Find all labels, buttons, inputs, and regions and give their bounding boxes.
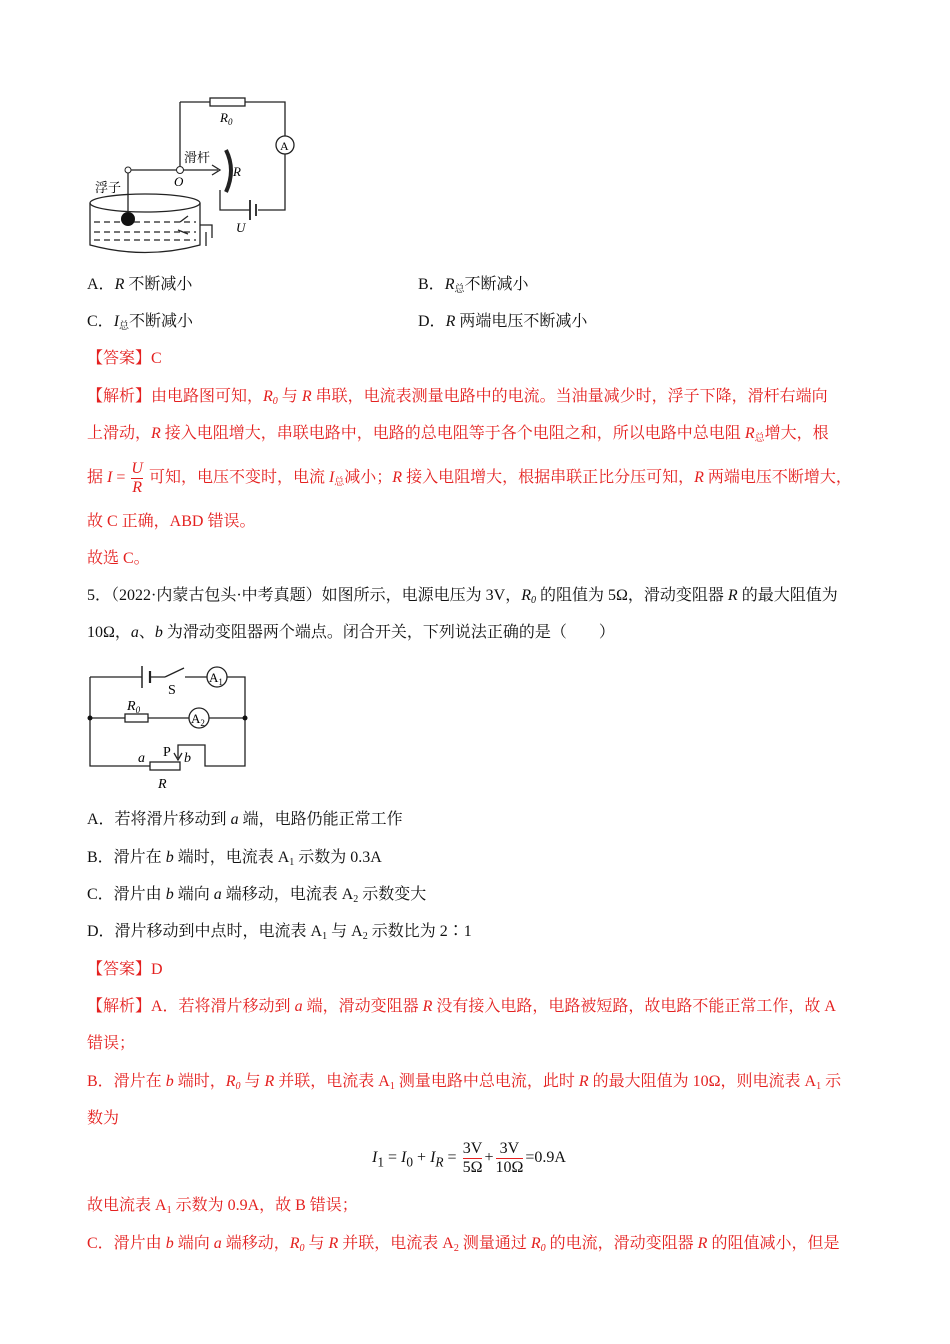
switch-label: S (168, 683, 176, 698)
current-formula (372, 1140, 566, 1177)
math-symbol: R (444, 276, 455, 293)
subscript: 0 (299, 1243, 305, 1254)
text-run: 数为 (87, 1110, 120, 1127)
math-symbol: I (401, 1149, 407, 1167)
parallel-circuit-diagram (85, 655, 255, 795)
text-run: 【答案】D (87, 961, 163, 978)
math-symbol: R (225, 1073, 236, 1090)
r0-label: $R_0$ (127, 699, 141, 715)
text-run: D． (418, 313, 446, 330)
text-run: = (443, 1149, 461, 1167)
math-symbol: I (430, 1149, 436, 1167)
math-symbol: b (165, 1235, 174, 1252)
denominator: R (132, 479, 143, 496)
text-run: + (484, 1149, 494, 1167)
math-symbol: a (213, 886, 222, 903)
denominator: 10Ω (495, 1159, 524, 1176)
text-run: 10Ω， (87, 624, 131, 641)
subscript: 0 (540, 1243, 546, 1254)
voltage-label: U (236, 220, 246, 235)
float-label: 浮子 (95, 180, 122, 195)
end-b-label: b (184, 751, 191, 766)
math-symbol: R (422, 998, 433, 1015)
text-run: 接入电阻增大，串联电路中，电路的总电阻等于各个电阻之和，所以电路中总电阻 (160, 425, 745, 442)
text-run: 据 (87, 469, 108, 487)
subscript: 1 (289, 857, 295, 868)
rheostat-label: R (158, 777, 167, 792)
math-symbol: b (165, 886, 174, 903)
text-run: 端，电路仍能正常工作 (238, 811, 403, 828)
text-run: 端向 (173, 1235, 214, 1252)
text-run: B．滑片在 (87, 1073, 166, 1090)
subscript: 2 (362, 931, 368, 942)
math-symbol: I (107, 469, 113, 487)
math-symbol: R (114, 276, 125, 293)
slider-label: 滑杆 (184, 150, 211, 165)
analysis-line (87, 1034, 135, 1054)
math-symbol: b (154, 624, 163, 641)
text-run: 端移动，电流表 A (221, 886, 354, 903)
option-d[interactable] (418, 312, 587, 332)
analysis-line (87, 1109, 119, 1129)
analysis-line (87, 460, 852, 497)
text-run: B．滑片在 (87, 849, 166, 866)
subscript: 0 (531, 595, 536, 606)
text-run: 示数为 0.3A (294, 849, 382, 866)
option-a[interactable] (87, 810, 403, 830)
text-run: 【解析】由电路图可知， (87, 388, 264, 405)
answer (87, 349, 162, 369)
text-run: 不断减小 (124, 276, 193, 293)
math-symbol: R (694, 469, 704, 487)
math-symbol: R (521, 587, 531, 604)
option-b[interactable] (418, 275, 528, 295)
subscript: 总 (334, 477, 345, 489)
math-symbol: R (445, 313, 456, 330)
subscript: 1 (322, 931, 328, 942)
subscript: 0 (272, 396, 278, 407)
text-run: 与 (304, 1235, 329, 1252)
analysis-line (87, 1196, 358, 1216)
text-run: 的阻值减小，但是 (707, 1235, 840, 1252)
option-b[interactable] (87, 848, 382, 868)
text-run: 示 (821, 1073, 842, 1090)
text-run: 端时，电流表 A (173, 849, 290, 866)
text-run: 并联，电流表 A (338, 1235, 454, 1252)
text-run: 端移动， (221, 1235, 290, 1252)
text-run: 接入电阻增大，根据串联正比分压可知， (402, 469, 695, 487)
subscript: R (435, 1154, 444, 1170)
text-run: 的阻值为 5Ω，滑动变阻器 (536, 587, 728, 604)
math-symbol: b (165, 849, 174, 866)
text-run: 示数为 0.9A，故 B 错误； (171, 1197, 358, 1214)
math-symbol: I (328, 469, 335, 487)
text-run: =0.9A (525, 1149, 566, 1167)
math-symbol: R (697, 1235, 708, 1252)
text-run: 故 C 正确，ABD 错误。 (87, 513, 256, 530)
question-stem (87, 586, 838, 606)
analysis-line (87, 549, 150, 569)
rheostat-label: R (233, 164, 241, 179)
text-run: C．滑片由 (87, 886, 166, 903)
math-symbol: a (213, 1235, 222, 1252)
denominator: 5Ω (462, 1159, 483, 1176)
analysis-line (87, 424, 829, 444)
text-run: 减小； (344, 469, 393, 487)
text-run: 测量通过 (458, 1235, 531, 1252)
text-run: 端时， (173, 1073, 226, 1090)
ammeter-a2-label: $A_2$ (191, 711, 205, 728)
option-a[interactable] (87, 275, 192, 295)
math-symbol: b (165, 1073, 174, 1090)
subscript: 2 (353, 894, 359, 905)
subscript: 总 (454, 284, 465, 295)
text-run: 并联，电流表 A (274, 1073, 390, 1090)
math-symbol: R (151, 425, 161, 442)
math-symbol: R (289, 1235, 300, 1252)
fraction (496, 1140, 524, 1177)
math-symbol: R (392, 469, 403, 487)
math-symbol: a (130, 624, 139, 641)
text-run: 与 (277, 388, 302, 405)
math-symbol: a (294, 998, 303, 1015)
text-run: 端，滑动变阻器 (302, 998, 423, 1015)
analysis-line (87, 512, 255, 532)
text-run: D．滑片移动到中点时，电流表 A (87, 923, 323, 940)
math-symbol: R (578, 1073, 589, 1090)
text-run: C．滑片由 (87, 1235, 166, 1252)
numerator: 3V (462, 1140, 483, 1157)
text-run: 两端电压不断增大， (703, 469, 852, 487)
question-stem (87, 623, 615, 643)
subscript: 1 (816, 1081, 822, 1092)
math-symbol: R (328, 1235, 339, 1252)
text-run: 端向 (173, 886, 214, 903)
text-run: 测量电路中总电流，此时 (394, 1073, 579, 1090)
text-run: 与 (240, 1073, 265, 1090)
r0-label: $R_0$ (220, 110, 233, 127)
subscript: 2 (453, 1243, 459, 1254)
subscript: 0 (406, 1154, 414, 1170)
math-symbol: R (264, 1073, 275, 1090)
text-run: A．若将滑片移动到 (87, 811, 231, 828)
math-symbol: R (727, 587, 738, 604)
text-run: = (112, 469, 130, 487)
math-symbol: R (263, 388, 273, 405)
text-run: 示数变大 (358, 886, 427, 903)
text-run: + (413, 1149, 431, 1167)
text-run: = (384, 1149, 402, 1167)
text-run: 故电流表 A (87, 1197, 167, 1214)
text-run: 【解析】A．若将滑片移动到 (87, 998, 295, 1015)
math-symbol: I (372, 1149, 378, 1167)
analysis-line (87, 997, 836, 1017)
text-run: 可知，电压不变时，电流 (144, 469, 329, 487)
text-run: 不断减小 (464, 276, 529, 293)
text-run: 的最大阻值为 10Ω，则电流表 A (588, 1073, 817, 1090)
text-run: 不断减小 (129, 313, 194, 330)
text-run: 的最大阻值为 (737, 587, 838, 604)
ammeter-a1-label: $A_1$ (209, 670, 223, 687)
text-run: C． (87, 313, 114, 330)
end-a-label: a (138, 751, 145, 766)
math-symbol: R (301, 388, 312, 405)
math-symbol: a (230, 811, 239, 828)
numerator: 3V (499, 1140, 520, 1157)
text-run: 的电流，滑动变阻器 (545, 1235, 698, 1252)
text-run: 两端电压不断减小 (455, 313, 588, 330)
math-symbol: R (530, 1235, 541, 1252)
analysis-line (87, 387, 828, 407)
text-run: 5．（2022·内蒙古包头·中考真题）如图所示，电源电压为 3V， (87, 587, 522, 604)
oil-gauge-circuit-diagram (85, 90, 305, 265)
analysis-line (87, 1234, 839, 1254)
fraction (131, 460, 143, 497)
text-run: 串联，电流表测量电路中的电流。当油量减少时，浮子下降，滑杆右端向 (311, 388, 828, 405)
text-run: 错误； (87, 1035, 136, 1052)
option-c[interactable] (87, 312, 193, 332)
text-run: 增大，根 (764, 425, 829, 442)
numerator: U (131, 460, 143, 477)
text-run: B． (418, 276, 445, 293)
subscript: 总 (119, 321, 130, 332)
slider-p-label: P (163, 745, 171, 760)
subscript: 0 (235, 1081, 241, 1092)
answer (87, 960, 163, 980)
option-d[interactable] (87, 922, 472, 942)
math-symbol: I (113, 313, 120, 330)
pivot-label: O (174, 174, 184, 189)
text-run: 【答案】C (87, 350, 162, 367)
text-run: 与 A (327, 923, 363, 940)
ammeter-label: A (280, 139, 289, 153)
subscript: 1 (389, 1081, 395, 1092)
text-run: 上滑动， (87, 425, 152, 442)
text-run: 示数比为 2∶1 (367, 923, 472, 940)
analysis-line (87, 1072, 841, 1092)
option-c[interactable] (87, 885, 426, 905)
text-run: 没有接入电路，电路被短路，故电路不能正常工作，故 A (432, 998, 836, 1015)
subscript: 1 (166, 1205, 172, 1216)
text-run: 为滑动变阻器两个端点。闭合开关，下列说法正确的是（ ） (162, 624, 615, 641)
text-run: A． (87, 276, 115, 293)
fraction (463, 1140, 483, 1177)
text-run: 故选 C。 (87, 550, 150, 567)
text-run: 、 (138, 624, 155, 641)
subscript: 1 (377, 1154, 384, 1170)
math-symbol: R (744, 425, 755, 442)
subscript: 总 (754, 433, 765, 444)
